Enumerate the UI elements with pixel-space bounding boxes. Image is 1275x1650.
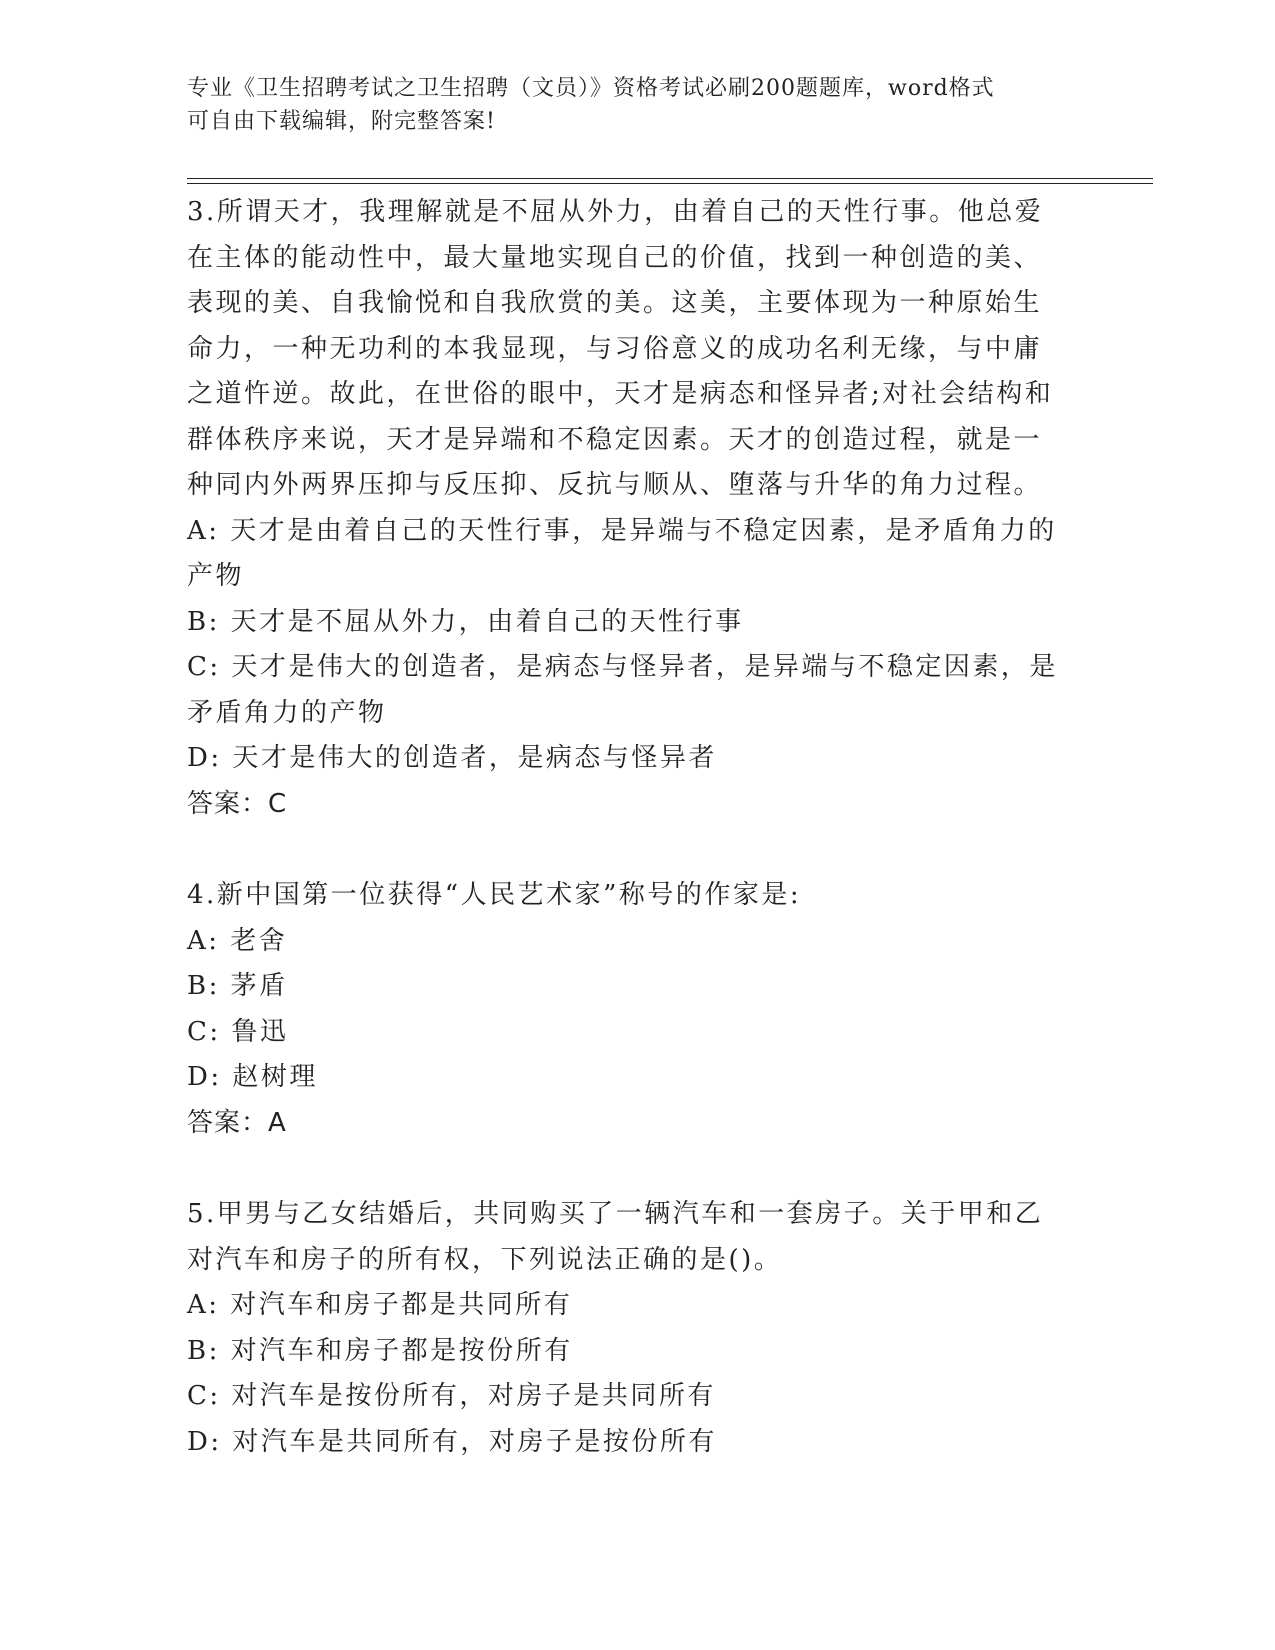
question-stem-line: 5.甲男与乙女结婚后，共同购买了一辆汽车和一套房子。关于甲和乙: [187, 1199, 1044, 1229]
question-stem-line: 群体秩序来说，天才是异端和不稳定因素。天才的创造过程，就是一: [187, 424, 1043, 455]
document-header: [187, 72, 1067, 138]
question-spacer: [187, 1146, 1087, 1192]
option-b: B: 茅盾: [187, 971, 288, 1001]
option-c-continued: 矛盾角力的产物: [187, 697, 387, 728]
question-5: [187, 1192, 1087, 1465]
option-c: C: 天才是伟大的创造者，是病态与怪异者，是异端与不稳定因素，是: [187, 652, 1058, 682]
option-a: A: 对汽车和房子都是共同所有: [187, 1290, 573, 1320]
question-stem-line: 之道忤逆。故此，在世俗的眼中，天才是病态和怪异者;对社会结构和: [187, 379, 1054, 409]
answer-label: 答案：C: [187, 788, 288, 819]
header-line-2: 可自由下载编辑，附完整答案!: [187, 109, 496, 134]
option-c: C: 鲁迅: [187, 1016, 289, 1047]
option-d: D: 赵树理: [187, 1062, 318, 1092]
question-stem-line: 3.所谓天才，我理解就是不屈从外力，由着自己的天性行事。他总爱: [187, 197, 1044, 227]
question-stem-line: 4.新中国第一位获得“人民艺术家”称号的作家是:: [187, 880, 802, 910]
option-a-continued: 产物: [187, 561, 245, 591]
question-stem-line: 在主体的能动性中，最大量地实现自己的价值，找到一种创造的美、: [187, 242, 1043, 273]
question-stem-line: 对汽车和房子的所有权，下列说法正确的是()。: [187, 1244, 783, 1275]
option-b: B: 对汽车和房子都是按份所有: [187, 1335, 573, 1366]
option-c: C: 对汽车是按份所有，对房子是共同所有: [187, 1381, 716, 1411]
question-stem-line: 表现的美、自我愉悦和自我欣赏的美。这美，主要体现为一种原始生: [187, 288, 1043, 318]
question-stem-line: 种同内外两界压抑与反压抑、反抗与顺从、堕落与升华的角力过程。: [187, 470, 1043, 500]
option-d: D: 对汽车是共同所有，对房子是按份所有: [187, 1426, 717, 1457]
question-stem-line: 命力，一种无功利的本我显现，与习俗意义的成功名利无缘，与中庸: [187, 333, 1043, 364]
header-rule-bottom: [187, 183, 1153, 184]
option-a: A: 天才是由着自己的天性行事，是异端与不稳定因素，是矛盾角力的: [187, 515, 1057, 546]
option-d: D: 天才是伟大的创造者，是病态与怪异者: [187, 743, 717, 773]
question-list: [187, 190, 1087, 1465]
question-4: [187, 873, 1087, 1146]
header-line-1: 专业《卫生招聘考试之卫生招聘（文员）》资格考试必刷200题题库，word格式: [187, 76, 995, 101]
question-spacer: [187, 827, 1087, 873]
option-b: B: 天才是不屈从外力，由着自己的天性行事: [187, 606, 744, 637]
option-a: A: 老舍: [187, 925, 288, 956]
question-3: [187, 190, 1087, 827]
header-rule-top: [187, 178, 1153, 179]
answer-label: 答案：A: [187, 1107, 287, 1138]
